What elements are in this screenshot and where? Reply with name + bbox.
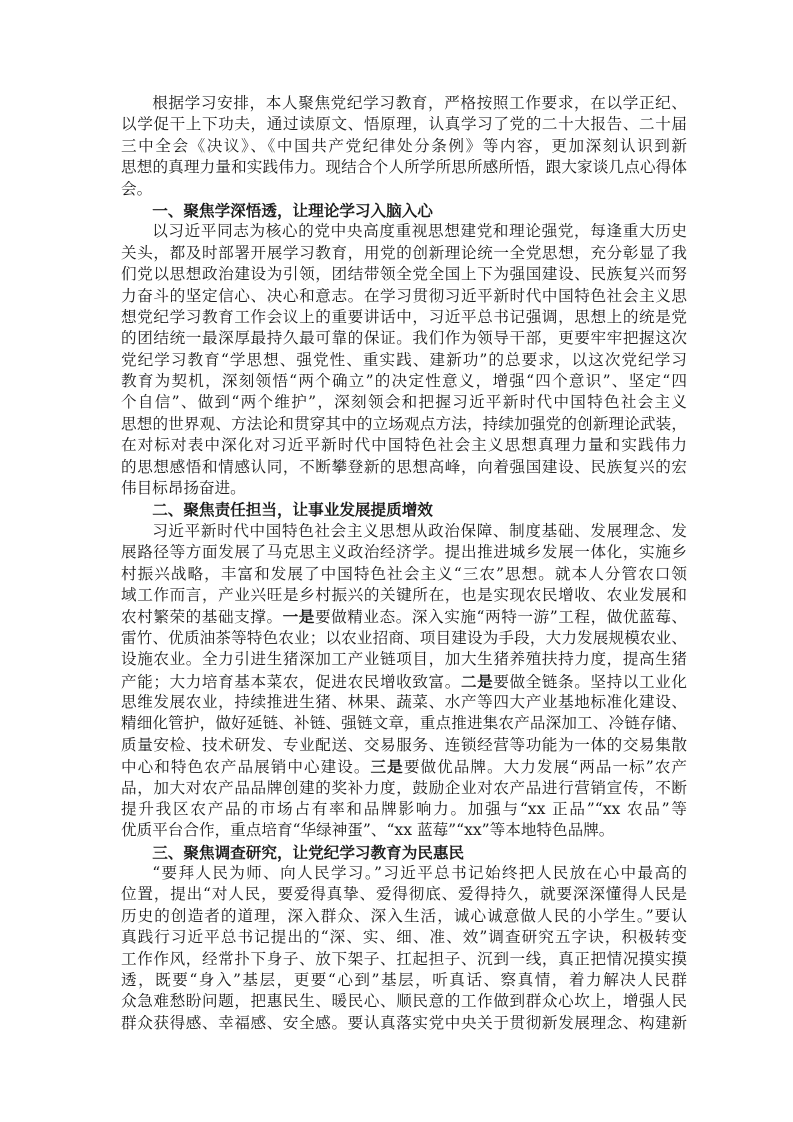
text-segment: 思想的真理力量和实践伟力。现结合个人所学所思所感所悟，跟大家谈几点心得体: [121, 158, 687, 177]
text-line: [121, 350, 687, 371]
section-2: [121, 499, 687, 841]
text-line: [121, 820, 687, 841]
section-1: [121, 200, 687, 499]
text-line: [121, 991, 687, 1012]
section-paragraph: [121, 863, 687, 1034]
text-segment: 品，加大对农产品品牌创建的奖补力度，鼓励企业对农产品进行营销宣传，不断: [121, 778, 687, 797]
text-line: [121, 414, 687, 435]
text-segment: 以习近平同志为核心的党中央高度重视思想建党和理论强党，每逢重大历史: [152, 222, 687, 241]
text-segment: 精细化管护，做好延链、补链、强链文章，重点推进集农产品深加工、冷链存储、: [121, 714, 687, 733]
text-segment: 设施农业。全力引进生猪深加工产业链项目，加大生猪养殖扶持力度，提高生猪: [121, 650, 687, 669]
text-line: [121, 735, 687, 756]
text-line: [121, 136, 687, 157]
text-line: [121, 949, 687, 970]
text-segment: 众急难愁盼问题，把惠民生、暖民心、顺民意的工作做到群众心坎上，增强人民: [121, 992, 687, 1011]
text-line: [121, 221, 687, 242]
text-segment: 展路径等方面发展了马克思主义政治经济学。提出推进城乡发展一体化，实施乡: [121, 543, 687, 562]
text-segment: 的团结统一最深厚最持久最可靠的保证。我们作为领导干部，更要牢牢把握这次: [121, 329, 687, 348]
text-segment: 雷竹、优质油茶等特色农业；以农业招商、项目建设为手段，大力发展规模农业、: [121, 628, 687, 647]
text-line: [121, 970, 687, 991]
text-line: [121, 628, 687, 649]
text-line: [121, 756, 687, 777]
text-segment: 伟目标昂扬奋进。: [121, 479, 246, 498]
text-line: [121, 243, 687, 264]
text-line: [121, 1013, 687, 1034]
text-segment: 习近平新时代中国特色社会主义思想从政治保障、制度基础、发展理念、发: [152, 521, 687, 540]
text-segment: 在对标对表中深化对习近平新时代中国特色社会主义思想真理力量和实践伟力: [121, 436, 687, 455]
text-segment: 质量安检、技术研发、专业配送、交易服务、连锁经营等功能为一体的交易集散: [121, 735, 687, 754]
text-line: [121, 328, 687, 349]
text-segment: 要做全链条。坚持以工业化: [493, 672, 687, 691]
text-segment: 群众获得感、幸福感、安全感。要认真落实党中央关于贯彻新发展理念、构建新: [121, 1013, 687, 1032]
emphasis-label: 一是: [282, 607, 315, 627]
text-segment: 力奋斗的坚定信心、决心和意志。在学习贯彻习近平新时代中国特色社会主义思: [121, 286, 687, 305]
text-line: [121, 179, 687, 200]
text-line: [121, 564, 687, 585]
text-line: [121, 114, 687, 135]
text-line: [121, 307, 687, 328]
text-line: [121, 371, 687, 392]
section-paragraph: [121, 221, 687, 499]
text-segment: 要做精业态。深入实施“两特一游”工程，做优蓝莓、: [314, 608, 687, 627]
text-line: [121, 286, 687, 307]
text-segment: 的思想感悟和情感认同，不断攀登新的思想高峰，向着强国建设、民族复兴的宏: [121, 457, 687, 476]
text-line: [121, 927, 687, 948]
text-segment: 提升我区农产品的市场占有率和品牌影响力。加强与“xx 正品”“xx 农品”等: [121, 799, 687, 818]
text-segment: 优质平台合作，重点培育“华绿神蛋”、“xx 蓝莓”“xx”等本地特色品牌。: [121, 821, 615, 840]
text-segment: 个自信”、做到“两个维护”，深刻领会和把握习近平新时代中国特色社会主义: [121, 393, 687, 412]
text-line: [121, 521, 687, 542]
section-heading: 二、聚焦责任担当，让事业发展提质增效: [152, 500, 433, 520]
text-line: [121, 435, 687, 456]
text-segment: 们党以思想政治建设为引领，团结带领全党全国上下为强国建设、民族复兴而努: [121, 265, 687, 284]
text-segment: 党纪学习教育“学思想、强党性、重实践、建新功”的总要求，以这次党纪学习: [121, 350, 687, 369]
text-segment: 透，既要“身入”基层，更要“心到”基层，听真话、察真情，着力解决人民群: [121, 971, 687, 990]
text-segment: 中心和特色农产品展销中心建设。: [121, 758, 371, 777]
text-line: [121, 799, 687, 820]
text-line: [121, 863, 687, 884]
intro-paragraph: [121, 93, 687, 200]
text-segment: 历史的创造者的道理，深入群众、深入生活，诚心诚意做人民的小学生。”要认: [121, 906, 687, 925]
text-line: [121, 884, 687, 905]
text-segment: “要拜人民为师、向人民学习。”习近平总书记始终把人民放在心中最高的: [152, 864, 687, 883]
text-line: [121, 93, 687, 114]
text-segment: 要做优品牌。大力发展“两品一标”农产: [403, 758, 687, 777]
text-line: [121, 542, 687, 563]
text-line: [121, 649, 687, 670]
text-segment: 思维发展农业，持续推进生猪、林果、蔬菜、水产等四大产业基地标准化建设、: [121, 692, 687, 711]
text-segment: 想党纪学习教育工作会议上的重要讲话中，习近平总书记强调，思想上的统是党: [121, 307, 687, 326]
section-heading: 三、聚焦调查研究，让党纪学习教育为民惠民: [152, 842, 465, 862]
section-heading: 一、聚焦学深悟透，让理论学习入脑入心: [152, 200, 433, 220]
text-segment: 域工作而言，产业兴旺是乡村振兴的关键所在，也是实现农民增收、农业发展和: [121, 585, 687, 604]
text-segment: 产能；大力培育基本菜农，促进农民增收致富。: [121, 672, 461, 691]
section-3: [121, 842, 687, 1035]
emphasis-label: 二是: [460, 671, 494, 691]
text-line: [121, 264, 687, 285]
text-line: [121, 713, 687, 734]
text-segment: 根据学习安排，本人聚焦党纪学习教育，严格按照工作要求，在以学正纪、: [152, 94, 687, 112]
text-line: [121, 606, 687, 627]
text-line: [121, 457, 687, 478]
text-segment: 农村繁荣的基础支撑。: [121, 608, 283, 627]
text-segment: 工作作风，经常扑下身子、放下架子、扛起担子、沉到一线，真正把情况摸实摸: [121, 949, 687, 968]
text-line: [121, 692, 687, 713]
text-line: [121, 906, 687, 927]
text-segment: 三中全会《决议》、《中国共产党纪律处分条例》等内容，更加深刻认识到新: [121, 136, 687, 155]
text-segment: 村振兴战略，丰富和发展了中国特色社会主义“三农”思想。就本人分管农口领: [121, 564, 687, 583]
text-line: [121, 157, 687, 178]
text-line: [121, 585, 687, 606]
text-segment: 关头，都及时部署开展学习教育，用党的创新理论统一全党思想，充分彰显了我: [121, 243, 687, 262]
text-line: [121, 778, 687, 799]
text-segment: 真践行习近平总书记提出的“深、实、细、准、效”调查研究五字诀，积极转变: [121, 928, 687, 947]
text-segment: 思想的世界观、方法论和贯穿其中的立场观点方法，持续加强党的创新理论武装，: [121, 414, 687, 433]
document-page: [121, 93, 687, 1034]
text-segment: 会。: [121, 179, 153, 198]
text-segment: 教育为契机，深刻领悟“两个确立”的决定性意义，增强“四个意识”、坚定“四: [121, 372, 687, 391]
text-segment: 以学促干上下功夫，通过读原文、悟原理，认真学习了党的二十大报告、二十届: [121, 115, 687, 134]
text-segment: 位置，提出“对人民，要爱得真挚、爱得彻底、爱得持久，就要深深懂得人民是: [121, 885, 687, 904]
section-paragraph: [121, 521, 687, 842]
text-line: [121, 392, 687, 413]
text-line: [121, 478, 687, 499]
emphasis-label: 三是: [370, 757, 404, 777]
text-line: [121, 671, 687, 692]
